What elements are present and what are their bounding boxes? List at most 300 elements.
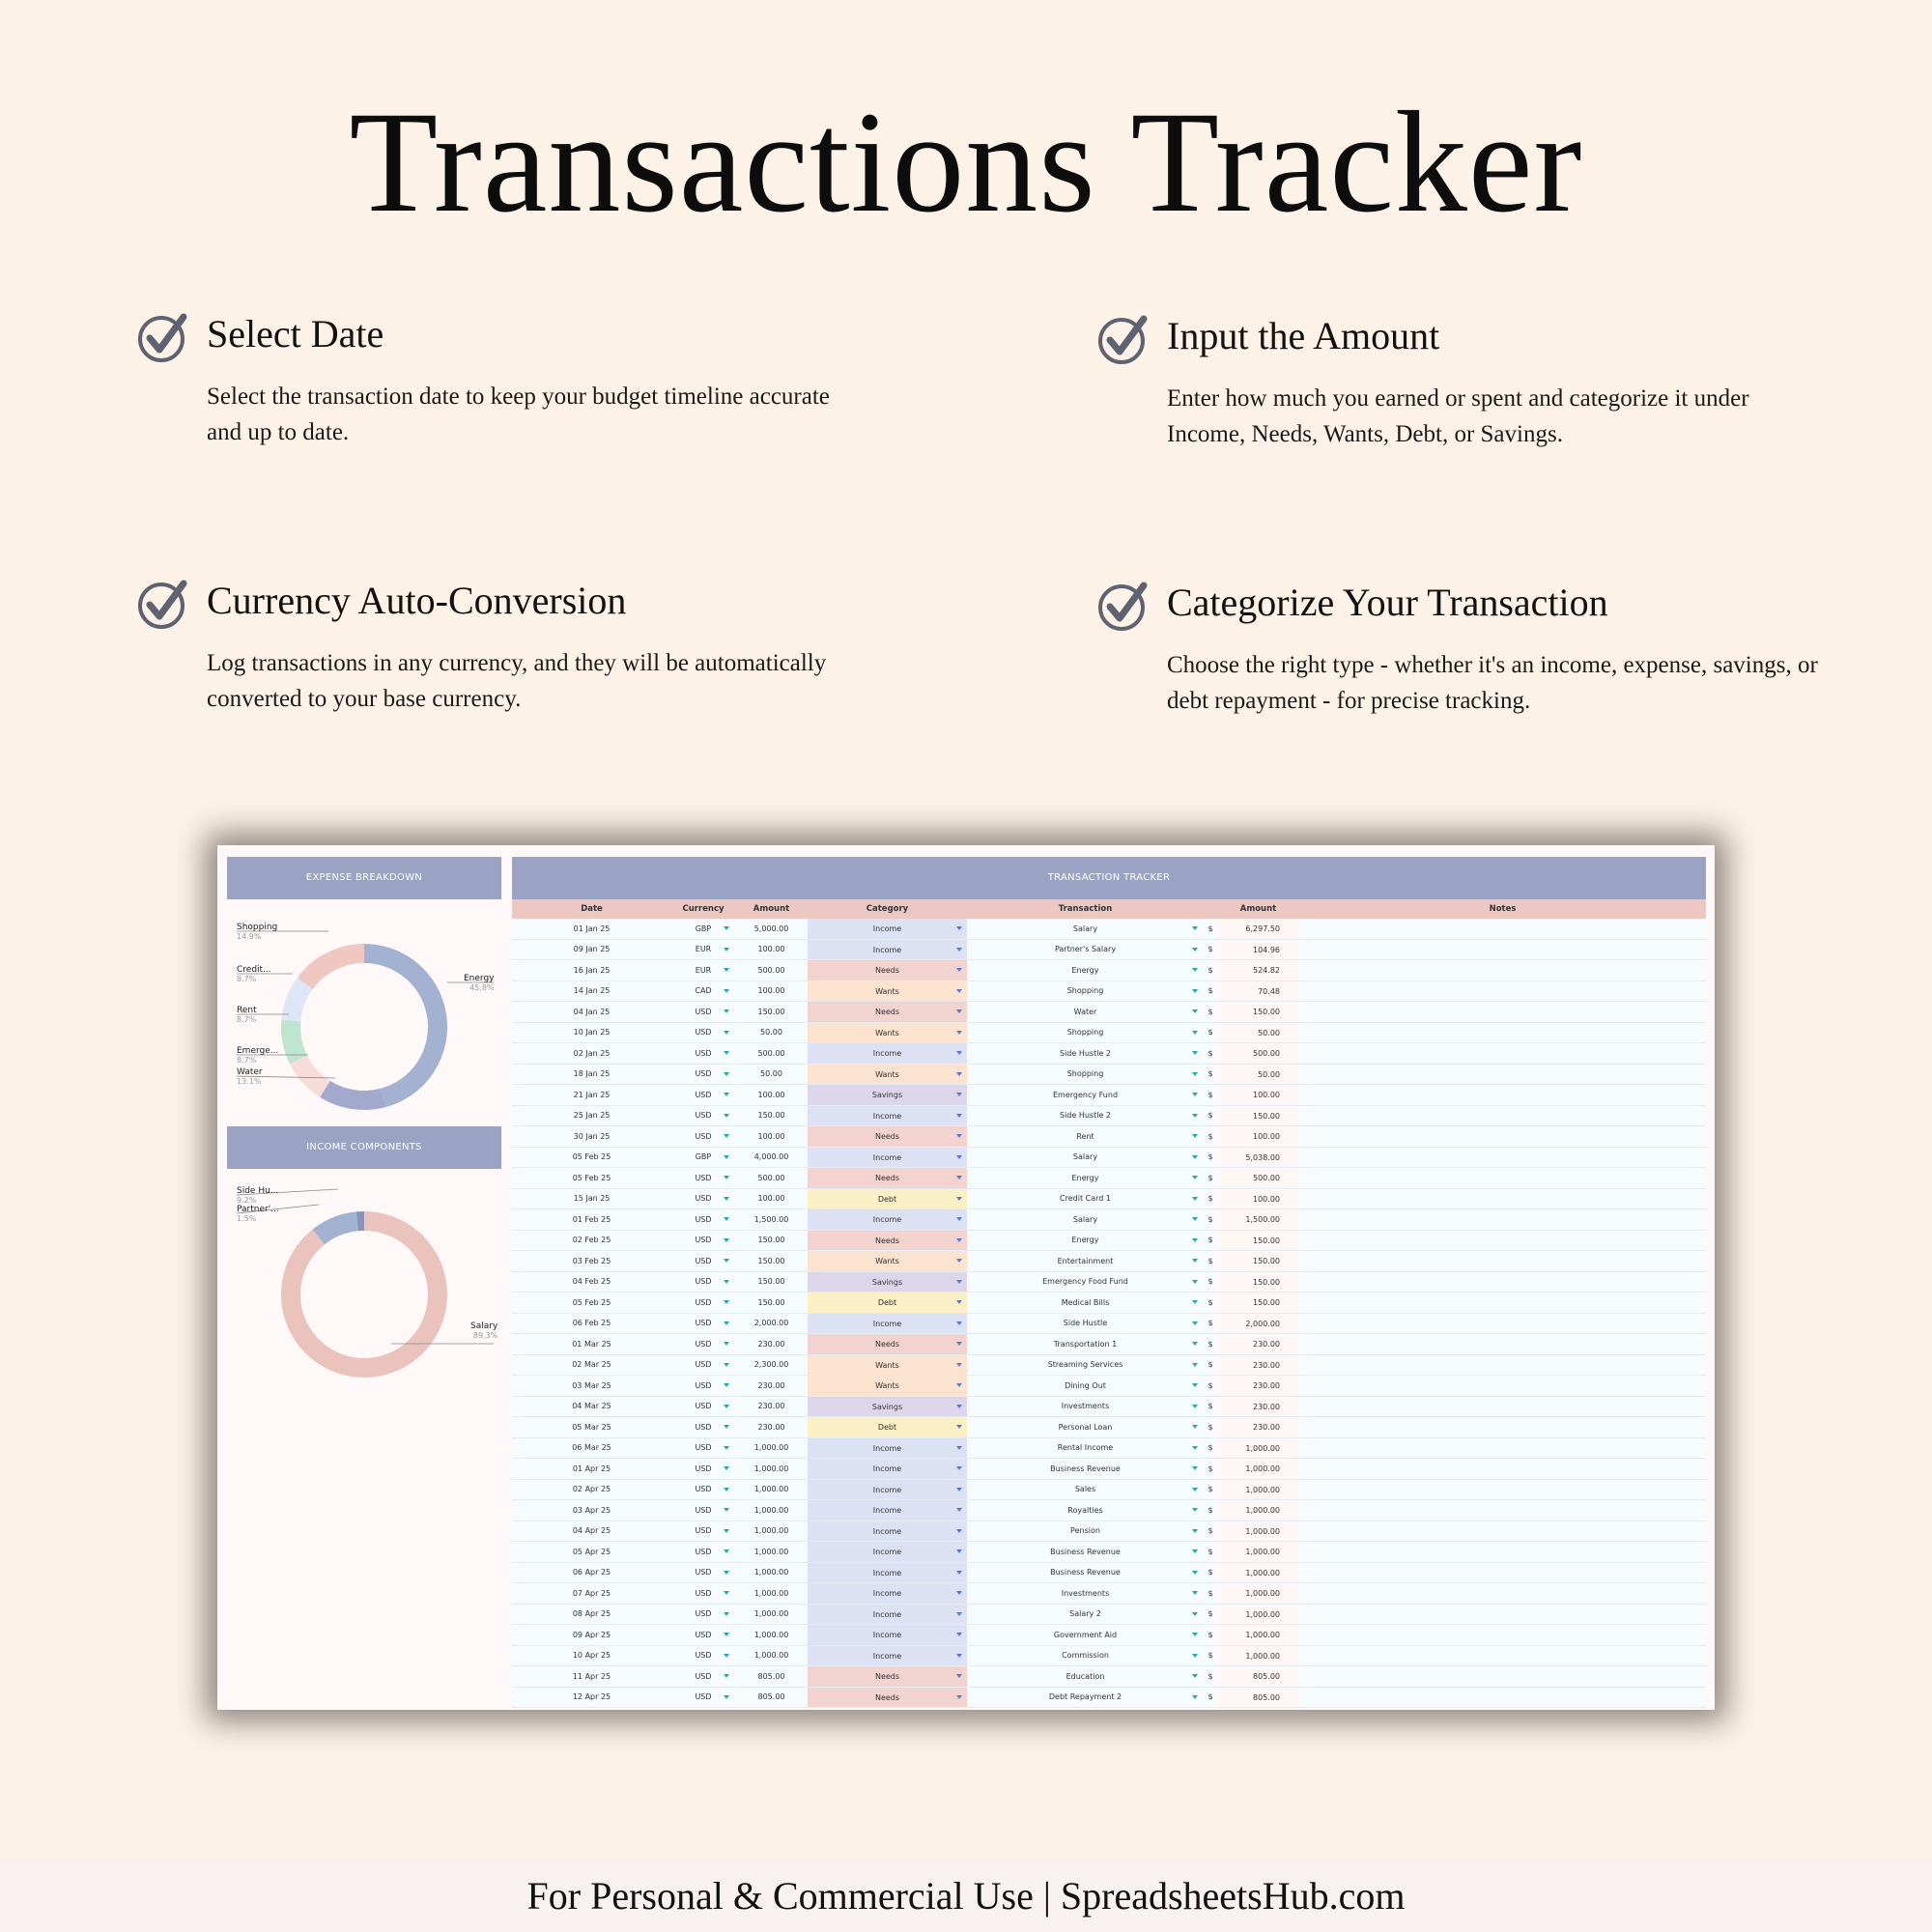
cell-currency[interactable]: USD [671,1609,735,1618]
dropdown-arrow-icon[interactable] [1192,1031,1198,1035]
dropdown-arrow-icon[interactable] [956,1051,962,1055]
cell-currency[interactable]: USD [671,1423,735,1432]
dropdown-arrow-icon[interactable] [724,1549,729,1553]
table-row[interactable] [512,1666,1706,1688]
dropdown-arrow-icon[interactable] [956,1176,962,1179]
cell-amount[interactable]: 100.00 [757,1194,785,1204]
cell-category[interactable]: Income [808,1459,967,1479]
cell-amount[interactable]: 100.00 [757,1090,785,1099]
table-row[interactable] [512,1334,1706,1355]
cell-amount[interactable]: 1,000.00 [753,1485,789,1494]
dropdown-arrow-icon[interactable] [956,1695,962,1699]
dropdown-arrow-icon[interactable] [724,1197,729,1201]
cell-currency[interactable]: USD [671,1049,735,1058]
cell-date[interactable]: 06 Apr 25 [572,1568,611,1577]
cell-amount[interactable]: 1,000.00 [753,1609,789,1619]
dropdown-arrow-icon[interactable] [724,1695,729,1699]
dropdown-arrow-icon[interactable] [724,926,729,930]
cell-date[interactable]: 16 Jan 25 [573,965,611,975]
dropdown-arrow-icon[interactable] [956,1612,962,1616]
cell-date[interactable]: 03 Feb 25 [572,1256,611,1265]
cell-currency[interactable]: USD [671,1485,735,1493]
dropdown-arrow-icon[interactable] [724,1508,729,1512]
dropdown-arrow-icon[interactable] [956,1446,962,1450]
cell-category[interactable]: Debt [808,1189,967,1209]
table-row[interactable] [512,1293,1706,1314]
dropdown-arrow-icon[interactable] [956,1321,962,1325]
dropdown-arrow-icon[interactable] [724,1466,729,1470]
table-row[interactable] [512,1583,1706,1605]
table-row[interactable] [512,1459,1706,1480]
cell-date[interactable]: 05 Feb 25 [572,1173,611,1182]
cell-currency[interactable]: USD [671,1069,735,1078]
cell-transaction[interactable]: Energy [967,1236,1204,1244]
cell-amount[interactable]: 1,000.00 [753,1547,789,1556]
cell-category[interactable]: Income [808,1043,967,1064]
cell-transaction[interactable]: Water [967,1008,1204,1016]
cell-currency[interactable]: USD [671,1443,735,1452]
cell-transaction[interactable]: Business Revenue [967,1568,1204,1577]
cell-transaction[interactable]: Investments [967,1402,1204,1410]
cell-category[interactable]: Needs [808,1168,967,1188]
dropdown-arrow-icon[interactable] [956,1508,962,1512]
cell-category[interactable]: Wants [808,981,967,1002]
cell-currency[interactable]: USD [671,1381,735,1390]
cell-amount[interactable]: 50.00 [760,1069,782,1079]
dropdown-arrow-icon[interactable] [956,1488,962,1492]
cell-date[interactable]: 09 Apr 25 [572,1630,611,1639]
cell-date[interactable]: 02 Feb 25 [572,1236,611,1245]
dropdown-arrow-icon[interactable] [1192,1508,1198,1512]
cell-transaction[interactable]: Emergency Food Fund [967,1277,1204,1286]
table-row[interactable] [512,1542,1706,1563]
dropdown-arrow-icon[interactable] [1192,926,1198,930]
cell-transaction[interactable]: Medical Bills [967,1298,1204,1307]
dropdown-arrow-icon[interactable] [724,1591,729,1595]
cell-date[interactable]: 01 Mar 25 [572,1339,611,1349]
dropdown-arrow-icon[interactable] [1192,1549,1198,1553]
cell-amount[interactable]: 1,000.00 [753,1505,789,1515]
cell-category[interactable]: Wants [808,1065,967,1085]
dropdown-arrow-icon[interactable] [724,968,729,972]
cell-category[interactable]: Debt [808,1293,967,1313]
dropdown-arrow-icon[interactable] [1192,1238,1198,1242]
dropdown-arrow-icon[interactable] [724,1342,729,1346]
cell-date[interactable]: 02 Mar 25 [572,1360,611,1370]
dropdown-arrow-icon[interactable] [1192,1114,1198,1118]
dropdown-arrow-icon[interactable] [724,1446,729,1450]
cell-transaction[interactable]: Credit Card 1 [967,1194,1204,1203]
cell-date[interactable]: 02 Jan 25 [573,1048,611,1058]
cell-currency[interactable]: EUR [671,966,735,975]
cell-currency[interactable]: USD [671,1340,735,1349]
dropdown-arrow-icon[interactable] [956,1466,962,1470]
cell-date[interactable]: 06 Feb 25 [572,1319,611,1328]
dropdown-arrow-icon[interactable] [1192,1405,1198,1408]
dropdown-arrow-icon[interactable] [724,1259,729,1263]
table-row[interactable] [512,981,1706,1003]
cell-amount[interactable]: 1,000.00 [753,1526,789,1536]
dropdown-arrow-icon[interactable] [956,1031,962,1035]
cell-category[interactable]: Wants [808,1251,967,1271]
cell-date[interactable]: 07 Apr 25 [572,1588,611,1598]
table-row[interactable] [512,1625,1706,1646]
dropdown-arrow-icon[interactable] [1192,1383,1198,1387]
dropdown-arrow-icon[interactable] [1192,1571,1198,1575]
cell-category[interactable]: Savings [808,1397,967,1417]
table-row[interactable] [512,1126,1706,1148]
cell-currency[interactable]: USD [671,1360,735,1369]
table-row[interactable] [512,1065,1706,1086]
dropdown-arrow-icon[interactable] [1192,1197,1198,1201]
cell-currency[interactable]: USD [671,1174,735,1182]
dropdown-arrow-icon[interactable] [724,1031,729,1035]
dropdown-arrow-icon[interactable] [724,1654,729,1658]
dropdown-arrow-icon[interactable] [1192,1134,1198,1138]
cell-date[interactable]: 30 Jan 25 [573,1131,611,1141]
table-row[interactable] [512,1438,1706,1460]
table-row[interactable] [512,1106,1706,1127]
dropdown-arrow-icon[interactable] [724,1114,729,1118]
cell-date[interactable]: 04 Mar 25 [572,1402,611,1411]
table-row[interactable] [512,1521,1706,1543]
cell-currency[interactable]: USD [671,1028,735,1037]
dropdown-arrow-icon[interactable] [724,1405,729,1408]
dropdown-arrow-icon[interactable] [724,1571,729,1575]
cell-currency[interactable]: GBP [671,924,735,933]
table-row[interactable] [512,1043,1706,1065]
cell-date[interactable]: 11 Apr 25 [572,1671,611,1681]
cell-currency[interactable]: USD [671,1215,735,1224]
cell-category[interactable]: Needs [808,1126,967,1147]
dropdown-arrow-icon[interactable] [724,1425,729,1429]
table-row[interactable] [512,1085,1706,1106]
dropdown-arrow-icon[interactable] [1192,968,1198,972]
cell-date[interactable]: 04 Apr 25 [572,1526,611,1536]
dropdown-arrow-icon[interactable] [724,1155,729,1159]
cell-amount[interactable]: 230.00 [757,1380,785,1390]
cell-date[interactable]: 05 Mar 25 [572,1422,611,1432]
cell-transaction[interactable]: Side Hustle 2 [967,1049,1204,1058]
cell-currency[interactable]: USD [671,1692,735,1701]
dropdown-arrow-icon[interactable] [724,1009,729,1013]
cell-amount[interactable]: 1,000.00 [753,1651,789,1661]
dropdown-arrow-icon[interactable] [956,1217,962,1221]
dropdown-arrow-icon[interactable] [724,1134,729,1138]
cell-transaction[interactable]: Emergency Fund [967,1091,1204,1099]
cell-transaction[interactable]: Rental Income [967,1443,1204,1452]
dropdown-arrow-icon[interactable] [956,1674,962,1678]
dropdown-arrow-icon[interactable] [956,1238,962,1242]
cell-transaction[interactable]: Salary [967,924,1204,933]
dropdown-arrow-icon[interactable] [1192,1612,1198,1616]
dropdown-arrow-icon[interactable] [956,1259,962,1263]
cell-amount[interactable]: 4,000.00 [753,1152,789,1162]
cell-transaction[interactable]: Rent [967,1132,1204,1141]
cell-transaction[interactable]: Transportation 1 [967,1340,1204,1349]
cell-category[interactable]: Income [808,1438,967,1459]
dropdown-arrow-icon[interactable] [956,1300,962,1304]
dropdown-arrow-icon[interactable] [724,1363,729,1367]
cell-category[interactable]: Income [808,1646,967,1666]
table-row[interactable] [512,1148,1706,1169]
dropdown-arrow-icon[interactable] [724,1238,729,1242]
table-row[interactable] [512,1688,1706,1709]
cell-currency[interactable]: USD [671,1548,735,1556]
dropdown-arrow-icon[interactable] [956,1009,962,1013]
dropdown-arrow-icon[interactable] [956,989,962,993]
cell-currency[interactable]: USD [671,1298,735,1307]
dropdown-arrow-icon[interactable] [1192,1259,1198,1263]
cell-date[interactable]: 12 Apr 25 [572,1692,611,1702]
cell-category[interactable]: Income [808,940,967,960]
dropdown-arrow-icon[interactable] [956,1363,962,1367]
cell-amount[interactable]: 2,300.00 [753,1360,789,1370]
cell-amount[interactable]: 150.00 [757,1256,785,1265]
cell-transaction[interactable]: Royalties [967,1506,1204,1515]
cell-amount[interactable]: 230.00 [757,1339,785,1349]
cell-category[interactable]: Income [808,1106,967,1126]
cell-date[interactable]: 21 Jan 25 [573,1090,611,1099]
dropdown-arrow-icon[interactable] [956,1280,962,1284]
cell-amount[interactable]: 1,000.00 [753,1443,789,1453]
cell-date[interactable]: 05 Apr 25 [572,1547,611,1556]
cell-category[interactable]: Wants [808,1355,967,1376]
dropdown-arrow-icon[interactable] [1192,1217,1198,1221]
table-row[interactable] [512,919,1706,940]
cell-category[interactable]: Income [808,919,967,939]
cell-date[interactable]: 05 Feb 25 [572,1152,611,1162]
cell-amount[interactable]: 1,000.00 [753,1568,789,1577]
table-row[interactable] [512,1397,1706,1418]
dropdown-arrow-icon[interactable] [956,1405,962,1408]
cell-currency[interactable]: USD [671,1464,735,1473]
cell-date[interactable]: 01 Feb 25 [572,1214,611,1224]
cell-amount[interactable]: 100.00 [757,945,785,954]
cell-currency[interactable]: USD [671,1568,735,1577]
cell-transaction[interactable]: Shopping [967,986,1204,995]
cell-category[interactable]: Income [808,1542,967,1562]
cell-currency[interactable]: USD [671,1194,735,1203]
dropdown-arrow-icon[interactable] [724,1300,729,1304]
cell-currency[interactable]: USD [671,1277,735,1286]
dropdown-arrow-icon[interactable] [724,1321,729,1325]
cell-category[interactable]: Income [808,1500,967,1520]
table-row[interactable] [512,1209,1706,1231]
dropdown-arrow-icon[interactable] [724,1674,729,1678]
dropdown-arrow-icon[interactable] [724,1051,729,1055]
dropdown-arrow-icon[interactable] [1192,1591,1198,1595]
dropdown-arrow-icon[interactable] [724,989,729,993]
dropdown-arrow-icon[interactable] [1192,1695,1198,1699]
cell-amount[interactable]: 1,500.00 [753,1214,789,1224]
dropdown-arrow-icon[interactable] [1192,1363,1198,1367]
cell-category[interactable]: Income [808,1314,967,1334]
cell-amount[interactable]: 100.00 [757,1131,785,1141]
cell-category[interactable]: Income [808,1563,967,1583]
table-row[interactable] [512,1480,1706,1501]
cell-category[interactable]: Needs [808,1688,967,1708]
cell-date[interactable]: 15 Jan 25 [573,1194,611,1204]
cell-date[interactable]: 25 Jan 25 [573,1111,611,1121]
dropdown-arrow-icon[interactable] [956,1155,962,1159]
cell-transaction[interactable]: Side Hustle [967,1319,1204,1327]
cell-date[interactable]: 06 Mar 25 [572,1443,611,1453]
cell-amount[interactable]: 150.00 [757,1236,785,1245]
dropdown-arrow-icon[interactable] [724,1072,729,1076]
cell-transaction[interactable]: Partner's Salary [967,945,1204,953]
cell-transaction[interactable]: Business Revenue [967,1464,1204,1473]
dropdown-arrow-icon[interactable] [1192,989,1198,993]
cell-date[interactable]: 04 Feb 25 [572,1277,611,1287]
cell-category[interactable]: Needs [808,1231,967,1251]
dropdown-arrow-icon[interactable] [1192,1529,1198,1533]
cell-transaction[interactable]: Shopping [967,1028,1204,1037]
dropdown-arrow-icon[interactable] [956,1342,962,1346]
cell-category[interactable]: Income [808,1521,967,1542]
table-row[interactable] [512,1355,1706,1377]
dropdown-arrow-icon[interactable] [724,1093,729,1096]
dropdown-arrow-icon[interactable] [956,968,962,972]
cell-currency[interactable]: USD [671,1091,735,1099]
cell-date[interactable]: 08 Apr 25 [572,1609,611,1619]
table-row[interactable] [512,1189,1706,1210]
dropdown-arrow-icon[interactable] [724,1633,729,1636]
cell-currency[interactable]: USD [671,1111,735,1120]
dropdown-arrow-icon[interactable] [956,1654,962,1658]
cell-amount[interactable]: 230.00 [757,1422,785,1432]
dropdown-arrow-icon[interactable] [724,1176,729,1179]
cell-currency[interactable]: USD [671,1526,735,1535]
cell-date[interactable]: 18 Jan 25 [573,1069,611,1079]
dropdown-arrow-icon[interactable] [1192,1654,1198,1658]
dropdown-arrow-icon[interactable] [956,1591,962,1595]
cell-category[interactable]: Income [808,1583,967,1604]
cell-transaction[interactable]: Energy [967,1174,1204,1182]
cell-category[interactable]: Income [808,1480,967,1500]
dropdown-arrow-icon[interactable] [1192,1466,1198,1470]
dropdown-arrow-icon[interactable] [956,1197,962,1201]
cell-currency[interactable]: USD [671,1319,735,1327]
cell-category[interactable]: Income [808,1209,967,1230]
dropdown-arrow-icon[interactable] [1192,1072,1198,1076]
cell-category[interactable]: Needs [808,960,967,980]
cell-date[interactable]: 10 Apr 25 [572,1651,611,1661]
cell-date[interactable]: 02 Apr 25 [572,1485,611,1494]
dropdown-arrow-icon[interactable] [956,1633,962,1636]
cell-transaction[interactable]: Business Revenue [967,1548,1204,1556]
dropdown-arrow-icon[interactable] [956,1529,962,1533]
cell-amount[interactable]: 150.00 [757,1111,785,1121]
table-row[interactable] [512,1417,1706,1438]
cell-date[interactable]: 10 Jan 25 [573,1028,611,1037]
cell-amount[interactable]: 5,000.00 [753,923,789,933]
dropdown-arrow-icon[interactable] [724,1488,729,1492]
cell-transaction[interactable]: Education [967,1672,1204,1681]
dropdown-arrow-icon[interactable] [1192,1342,1198,1346]
dropdown-arrow-icon[interactable] [724,1280,729,1284]
dropdown-arrow-icon[interactable] [1192,1093,1198,1096]
cell-amount[interactable]: 1,000.00 [753,1463,789,1473]
cell-currency[interactable]: USD [671,1506,735,1515]
dropdown-arrow-icon[interactable] [1192,1300,1198,1304]
dropdown-arrow-icon[interactable] [956,1072,962,1076]
dropdown-arrow-icon[interactable] [724,1383,729,1387]
table-row[interactable] [512,940,1706,961]
table-row[interactable] [512,1314,1706,1335]
dropdown-arrow-icon[interactable] [956,948,962,952]
cell-currency[interactable]: USD [671,1631,735,1639]
cell-transaction[interactable]: Shopping [967,1069,1204,1078]
cell-date[interactable]: 04 Jan 25 [573,1007,611,1016]
cell-currency[interactable]: GBP [671,1152,735,1161]
cell-amount[interactable]: 150.00 [757,1007,785,1016]
cell-transaction[interactable]: Debt Repayment 2 [967,1692,1204,1701]
dropdown-arrow-icon[interactable] [1192,1176,1198,1179]
cell-transaction[interactable]: Salary 2 [967,1609,1204,1618]
cell-amount[interactable]: 1,000.00 [753,1588,789,1598]
cell-currency[interactable]: CAD [671,986,735,995]
cell-transaction[interactable]: Dining Out [967,1381,1204,1390]
cell-currency[interactable]: USD [671,1236,735,1244]
cell-date[interactable]: 09 Jan 25 [573,945,611,954]
dropdown-arrow-icon[interactable] [956,1134,962,1138]
cell-date[interactable]: 01 Jan 25 [573,923,611,933]
cell-category[interactable]: Wants [808,1023,967,1043]
cell-category[interactable]: Income [808,1625,967,1645]
cell-transaction[interactable]: Commission [967,1651,1204,1660]
cell-date[interactable]: 03 Mar 25 [572,1380,611,1390]
dropdown-arrow-icon[interactable] [1192,1488,1198,1492]
cell-transaction[interactable]: Side Hustle 2 [967,1111,1204,1120]
cell-transaction[interactable]: Sales [967,1485,1204,1493]
cell-currency[interactable]: USD [671,1651,735,1660]
cell-date[interactable]: 03 Apr 25 [572,1505,611,1515]
cell-date[interactable]: 05 Feb 25 [572,1297,611,1307]
cell-category[interactable]: Savings [808,1272,967,1293]
table-row[interactable] [512,1251,1706,1272]
cell-currency[interactable]: USD [671,1672,735,1681]
cell-date[interactable]: 01 Apr 25 [572,1463,611,1473]
cell-currency[interactable]: EUR [671,945,735,953]
cell-category[interactable]: Debt [808,1417,967,1437]
dropdown-arrow-icon[interactable] [956,1571,962,1575]
cell-amount[interactable]: 805.00 [757,1692,785,1702]
dropdown-arrow-icon[interactable] [956,1114,962,1118]
cell-amount[interactable]: 500.00 [757,1048,785,1058]
dropdown-arrow-icon[interactable] [724,1217,729,1221]
cell-transaction[interactable]: Investments [967,1589,1204,1598]
dropdown-arrow-icon[interactable] [956,1383,962,1387]
cell-category[interactable]: Savings [808,1085,967,1105]
dropdown-arrow-icon[interactable] [724,1612,729,1616]
dropdown-arrow-icon[interactable] [956,1549,962,1553]
table-row[interactable] [512,1272,1706,1293]
cell-amount[interactable]: 805.00 [757,1671,785,1681]
table-row[interactable] [512,1500,1706,1521]
cell-transaction[interactable]: Streaming Services [967,1360,1204,1369]
table-row[interactable] [512,1646,1706,1667]
dropdown-arrow-icon[interactable] [956,926,962,930]
cell-transaction[interactable]: Salary [967,1215,1204,1224]
cell-transaction[interactable]: Personal Loan [967,1423,1204,1432]
cell-amount[interactable]: 230.00 [757,1402,785,1411]
cell-currency[interactable]: USD [671,1132,735,1141]
table-row[interactable] [512,1023,1706,1044]
dropdown-arrow-icon[interactable] [1192,1155,1198,1159]
dropdown-arrow-icon[interactable] [1192,1633,1198,1636]
cell-date[interactable]: 14 Jan 25 [573,986,611,996]
